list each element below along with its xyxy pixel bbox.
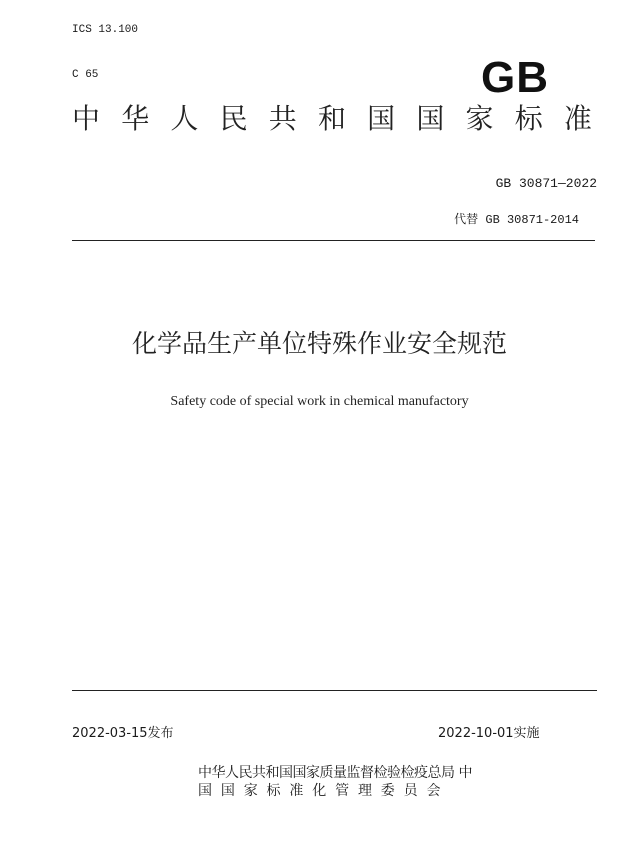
heading-char: 标 — [514, 102, 543, 135]
heading-char: 共 — [268, 102, 297, 135]
heading-char: 家 — [465, 102, 494, 135]
heading-char: 和 — [317, 102, 346, 135]
header-divider — [72, 240, 595, 241]
replaces-standard: 代替 GB 30871-2014 — [454, 213, 579, 227]
heading-char: 华 — [121, 102, 150, 135]
footer-divider — [72, 690, 597, 691]
issue-date: 2022-03-15发布 — [72, 726, 174, 741]
ccs-code: C 65 — [72, 69, 99, 81]
implementation-date: 2022-10-01实施 — [438, 726, 540, 741]
national-standard-heading — [72, 102, 592, 135]
document-subtitle-english: Safety code of special work in chemical manufactory — [170, 394, 469, 409]
heading-char: 民 — [219, 102, 248, 135]
document-title: 化学品生产单位特殊作业安全规范 — [131, 329, 507, 358]
gb-logo: GB — [481, 53, 549, 102]
heading-char: 国 — [367, 102, 396, 135]
heading-char: 准 — [563, 102, 592, 135]
issuer-line-2: 国 国 家 标 准 化 管 理 委 员 会 — [198, 783, 443, 799]
heading-char: 中 — [72, 102, 101, 135]
standard-number: GB 30871—2022 — [495, 176, 597, 191]
heading-char: 国 — [416, 102, 445, 135]
issuer-line-1: 中华人民共和国国家质量监督检验检疫总局 中 — [198, 765, 472, 781]
heading-char: 人 — [170, 102, 199, 135]
ics-code: ICS 13.100 — [72, 24, 139, 36]
